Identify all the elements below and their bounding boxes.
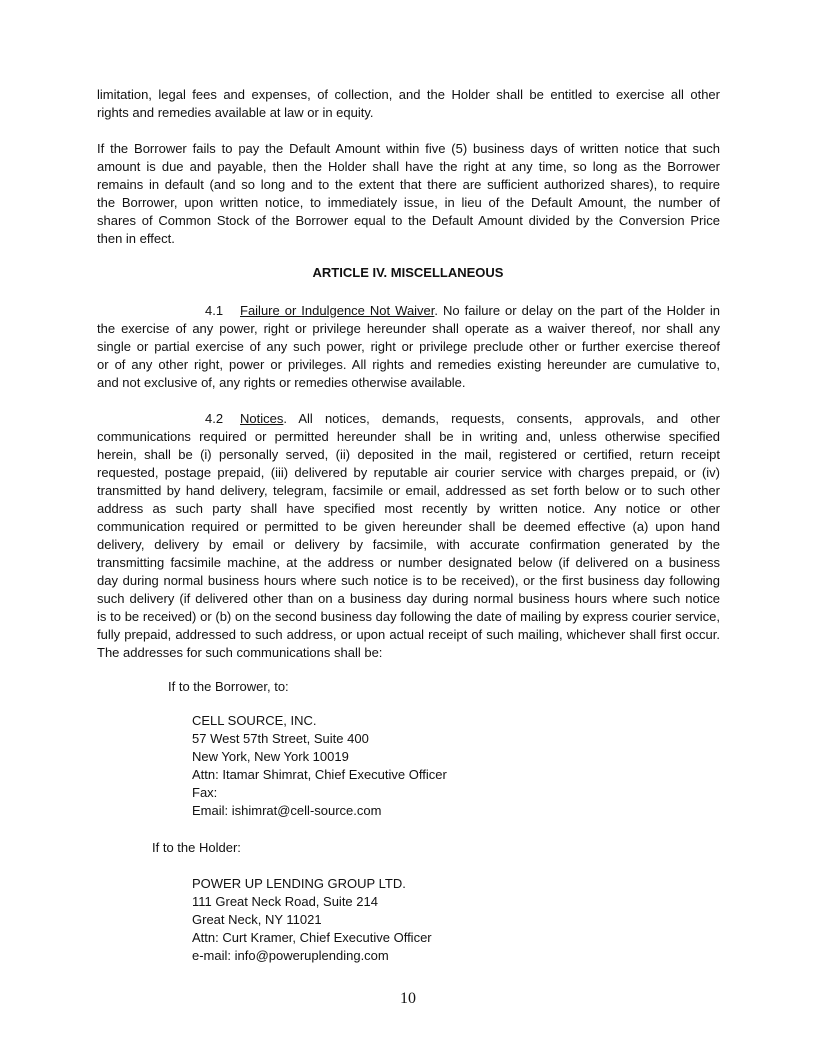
- paragraph-default-amount: [97, 140, 720, 248]
- address-line: Fax:: [192, 785, 218, 800]
- text-line: transmitting facsimile machine, at the address or number designated below (if delivered on a business: [97, 555, 720, 570]
- text-line: communications required or permitted hereunder shall be in writing and, unless otherwise specified: [97, 429, 720, 444]
- text-line: address as such party shall have specified most recently by written notice. Any notice or other: [97, 501, 720, 516]
- borrower-address: [192, 712, 447, 820]
- text-line: communication required or permitted to be given hereunder shall be deemed effective (a) upon hand: [97, 519, 720, 534]
- section-title: Failure or Indulgence Not Waiver: [240, 303, 435, 318]
- text-line: and not exclusive of, any rights or remedies otherwise available.: [97, 375, 466, 390]
- text-line: delivery, delivery by email or delivery by facsimile, with accurate confirmation generated by the: [97, 537, 720, 552]
- borrower-label: If to the Borrower, to:: [168, 679, 289, 694]
- text-line: such delivery (if delivered other than on a business day during normal business hours where such notice: [97, 591, 720, 606]
- paragraph-collection-remedies: [97, 86, 720, 122]
- address-line: POWER UP LENDING GROUP LTD.: [192, 876, 406, 891]
- text-line: rights and remedies available at law or in equity.: [97, 105, 374, 120]
- address-line: Attn: Itamar Shimrat, Chief Executive Officer: [192, 767, 447, 782]
- section-number: 4.1: [205, 303, 224, 318]
- address-line: Great Neck, NY 11021: [192, 912, 322, 927]
- text-line: single or partial exercise of any such power, right or privilege preclude other or further exercise thereof: [97, 339, 720, 354]
- section-first-line: [97, 410, 720, 428]
- text-line: is to be received) or (b) on the second business day following the date of mailing by express courier service,: [97, 609, 720, 624]
- text-line: requested, postage prepaid, (iii) delivered by reputable air courier service with charges prepaid, or (iv): [97, 465, 720, 480]
- address-line: Attn: Curt Kramer, Chief Executive Officer: [192, 930, 432, 945]
- text-line: remains in default (and so long and to the extent that there are sufficient authorized shares), to require: [97, 177, 720, 192]
- address-line: 57 West 57th Street, Suite 400: [192, 731, 369, 746]
- text-line: limitation, legal fees and expenses, of collection, and the Holder shall be entitled to exercise all other: [97, 87, 720, 102]
- address-line: New York, New York 10019: [192, 749, 349, 764]
- text-line: The addresses for such communications shall be:: [97, 645, 383, 660]
- text-line: shares of Common Stock of the Borrower equal to the Default Amount divided by the Conversion Price: [97, 213, 720, 228]
- section-body: [97, 428, 720, 662]
- text-line: the exercise of any power, right or privilege hereunder shall operate as a waiver thereof, nor shall any: [97, 321, 720, 336]
- section-4-2: [97, 410, 720, 662]
- text-line: then in effect.: [97, 231, 175, 246]
- text-line: the Borrower, upon written notice, to immediately issue, in lieu of the Default Amount, the number of: [97, 195, 720, 210]
- section-body: [97, 320, 720, 392]
- text-line: or of any other right, power or privileges. All rights and remedies existing hereunder are cumulative to,: [97, 357, 720, 372]
- address-line: Email: ishimrat@cell-source.com: [192, 803, 382, 818]
- section-text: . No failure or delay on the part of the Holder in: [434, 303, 720, 318]
- text-line: herein, shall be (i) personally served, (ii) deposited in the mail, registered or certified, return receipt: [97, 447, 720, 462]
- text-line: amount is due and payable, then the Holder shall have the right at any time, so long as the Borrower: [97, 159, 720, 174]
- article-heading: ARTICLE IV. MISCELLANEOUS: [312, 265, 504, 280]
- address-line: 111 Great Neck Road, Suite 214: [192, 894, 378, 909]
- address-line: CELL SOURCE, INC.: [192, 713, 317, 728]
- section-title: Notices: [240, 411, 284, 426]
- section-number: 4.2: [205, 411, 224, 426]
- address-line: e-mail: info@poweruplending.com: [192, 948, 389, 963]
- holder-address: [192, 875, 432, 965]
- holder-label: If to the Holder:: [152, 840, 241, 855]
- text-line: transmitted by hand delivery, telegram, facsimile or email, addressed as set forth below or to such other: [97, 483, 720, 498]
- section-4-1: [97, 302, 720, 392]
- section-text: . All notices, demands, requests, consents, approvals, and other: [283, 411, 720, 426]
- text-line: fully prepaid, addressed to such address, or upon actual receipt of such mailing, whichever shall first occur.: [97, 627, 720, 642]
- page-number: 10: [400, 990, 416, 1007]
- text-line: If the Borrower fails to pay the Default Amount within five (5) business days of written notice that such: [97, 141, 720, 156]
- section-first-line: [97, 302, 720, 320]
- text-line: day during normal business hours where such notice is to be received), or the first business day following: [97, 573, 720, 588]
